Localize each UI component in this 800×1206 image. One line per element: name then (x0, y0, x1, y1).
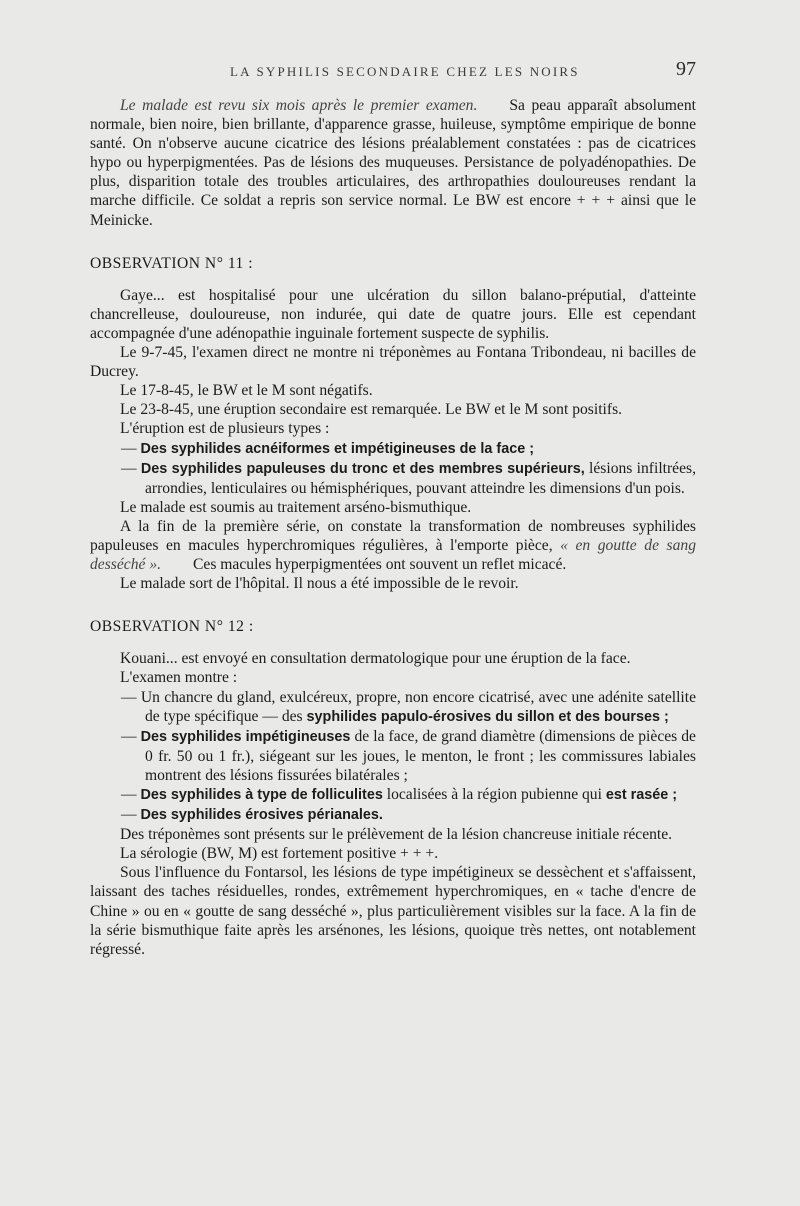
obs11-paragraph-4: Le 23-8-45, une éruption secondaire est remarquée. Le BW et le M sont positifs. (120, 401, 623, 419)
obs12-paragraph-4: La sérologie (BW, M) est fortement positive + + +. (120, 845, 439, 863)
p7-italic: « en goutte de sang desséché ». (90, 536, 696, 574)
running-title: LA SYPHILIS SECONDAIRE CHEZ LES NOIRS (230, 64, 580, 79)
obs11-paragraph-3: Le 17-8-45, le BW et le M sont négatifs. (120, 382, 373, 400)
observation-12-title: OBSERVATION N° 12 : (90, 618, 254, 636)
obs12-list-item-2: — Des syphilides impétigineuses de la face, de grand diamètre (dimensions de pièces de 0 fr. 50 ou 1 fr.), siégeant sur les joues, le menton, le front ; les commissures labiales montrent des lésions fissurées bilatérales ; (121, 727, 696, 784)
obs12-paragraph-2: L'examen montre : (120, 669, 238, 687)
obs12-paragraph-3: Des tréponèmes sont présents sur le prélèvement de la lésion chancreuse initiale récente. (120, 826, 673, 844)
obs12-list-item-1: — Un chancre du gland, exulcéreux, propre, non encore cicatrisé, avec une adénite satellite de type spécifique — des syphilides papulo-érosives du sillon et des bourses ; (121, 688, 697, 725)
bold-text: Des syphilides à type de folliculites (140, 787, 383, 803)
page-header (90, 60, 696, 86)
obs10-text: Sa peau apparaît absolument normale, bien noire, bien brillante, d'apparence grasse, huileuse, symptôme empirique de bonne santé. On n'observe aucune cicatrice des lésions préalablement constatées : pas de cicatrices hypo ou hyperpigmentées. Pas de lésions des muqueuses. Persistance de polyadénopathies. De plus, disparition totale des troubles articulaires, des arthropathies douloureuses rendant la marche difficile. Ce soldat a repris son service normal. Le BW est encore + + + ainsi que le Meinicke. (90, 97, 696, 229)
bold-text: syphilides papulo-érosives du sillon et des bourses ; (306, 708, 669, 725)
item-text: de la face, de grand diamètre (dimensions de pièces de 0 fr. 50 ou 1 fr.), siégeant sur les joues, le menton, le front ; les commissures labiales montrent des lésions fissurées bilatérales ; (145, 727, 696, 784)
obs10-conclusion (90, 96, 696, 230)
page-number: 97 (676, 58, 696, 80)
observation-11-title: OBSERVATION N° 11 : (90, 254, 254, 272)
bold-text: Des syphilides érosives périanales. (140, 807, 383, 824)
obs11-list-item-1: — Des syphilides acnéiformes et impétigineuses de la face ; (121, 439, 534, 457)
bold-text-2: est rasée ; (605, 787, 678, 803)
obs11-paragraph-7 (90, 517, 696, 574)
obs12-paragraph-5: Sous l'influence du Fontarsol, les lésions de type impétigineux se dessèchent et s'affaissent, laissant des taches résiduelles, rondes, extrêmement hyperchromiques, en « tache d'encre de Chine » ou en « goutte de sang desséché », plus particulièrement visibles sur la face. A la fin de la série bismuthique faite après les arsénones, les lésions, quoique très nettes, ont notablement régressé. (90, 864, 696, 958)
item-text: lésions infiltrées, arrondies, lenticulaires ou hémisphériques, pouvant atteindre les dimensions d'un pois. (145, 459, 696, 497)
p7-end: Ces macules hyperpigmentées ont souvent un reflet micacé. (193, 556, 567, 574)
obs11-paragraph-1: Gaye... est hospitalisé pour une ulcération du sillon balano-préputial, d'atteinte chancrelleuse, douloureuse, non indurée, qui date de quatre jours. Elle est cependant accompagnée d'une adénopathie inguinale fortement suspecte de syphilis. (90, 286, 696, 342)
page-body (90, 96, 696, 959)
obs11-list-item-2: — Des syphilides papuleuses du tronc et des membres supérieurs, lésions infiltrées, arrondies, lenticulaires ou hémisphériques, pouvant atteindre les dimensions d'un pois. (121, 459, 696, 497)
obs12-list-item-3: — Des syphilides à type de folliculites localisées à la région pubienne qui est rasée ; (121, 786, 678, 803)
obs11-paragraph-5: L'éruption est de plusieurs types : (120, 420, 330, 438)
obs12-list-item-4: — Des syphilides érosives périanales. (121, 806, 383, 824)
bold-text: Des syphilides impétigineuses (140, 728, 351, 745)
obs11-paragraph-8: Le malade sort de l'hôpital. Il nous a été impossible de le revoir. (120, 575, 519, 593)
italic-lead: Le malade est revu six mois après le premier examen. (120, 97, 478, 114)
obs11-paragraph-2: Le 9-7-45, l'examen direct ne montre ni tréponèmes au Fontana Tribondeau, ni bacilles de Ducrey. (90, 344, 696, 381)
p7-text: A la fin de la première série, on constate la transformation de nombreuses syphilides papuleuses en macules hyperchromiques régulières, à l'emporte pièce, (90, 517, 696, 554)
bold-text: Des syphilides acnéiformes et impétigineuses de la face ; (140, 440, 534, 457)
bold-text: Des syphilides papuleuses du tronc et des membres supérieurs, (140, 460, 585, 477)
obs12-paragraph-1: Kouani... est envoyé en consultation dermatologique pour une éruption de la face. (120, 650, 631, 668)
item-text: Un chancre du gland, exulcéreux, propre, non encore cicatrisé, avec une adénite satellite de type spécifique — des (140, 688, 697, 725)
obs11-paragraph-6: Le malade est soumis au traitement arséno-bismuthique. (120, 498, 472, 516)
item-text: localisées à la région pubienne qui (386, 786, 602, 803)
